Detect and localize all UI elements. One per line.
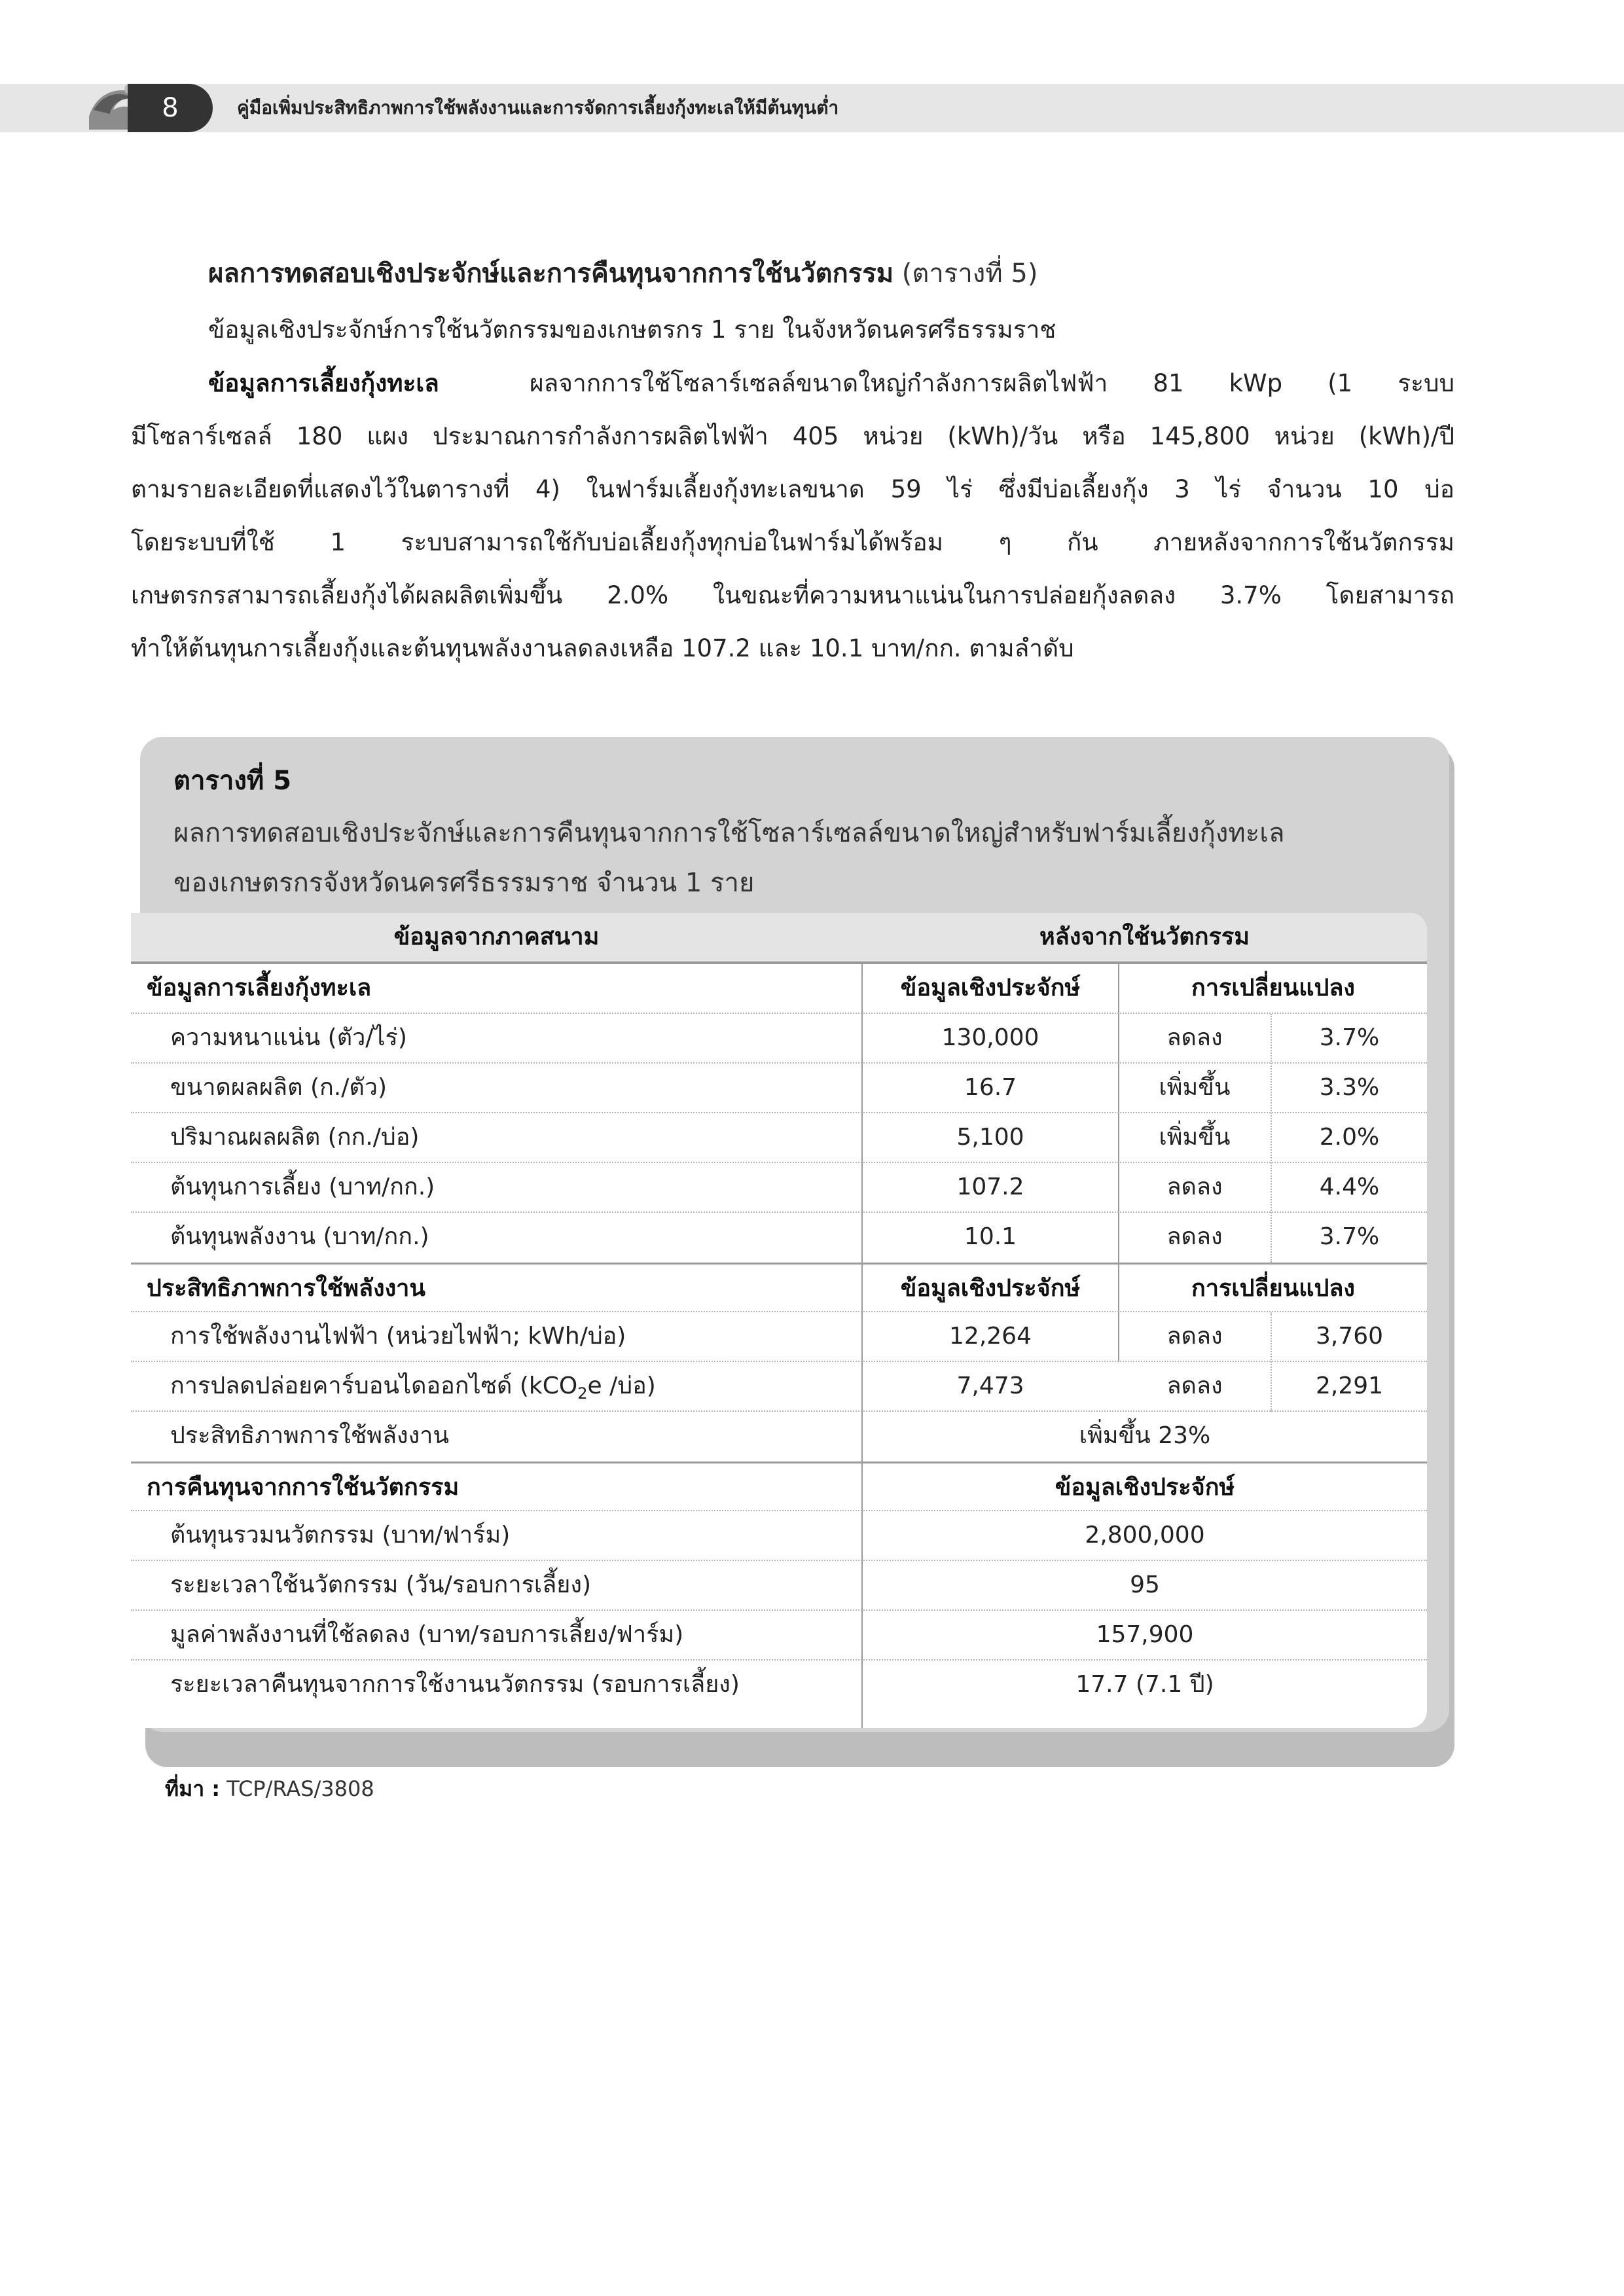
intro-line: ข้อมูลเชิงประจักษ์การใช้นวัตกรรมของเกษตรกร 1 ราย ในจังหวัดนครศรีธรรมราช (208, 315, 1056, 344)
row-label: ต้นทุนพลังงาน (บาท/กก.) (170, 1223, 429, 1250)
row-amount: 2,291 (1315, 1372, 1384, 1399)
row-value: 157,900 (1096, 1621, 1194, 1648)
row-label: ต้นทุนรวมนวัตกรรม (บาท/ฟาร์ม) (170, 1522, 511, 1549)
col-change: การเปลี่ยนแปลง (1191, 1275, 1355, 1302)
paragraph-line-4: โดยระบบที่ใช้ 1 ระบบสามารถใช้กับบ่อเลี้ยงกุ้งทุกบ่อในฟาร์มได้พร้อม ๆ กัน ภายหลังจากการใช้นวัตกรรม (131, 528, 1454, 556)
table-row (131, 1312, 1427, 1362)
row-percent: 2.0% (1319, 1124, 1380, 1151)
source-note (165, 1772, 374, 1806)
table-caption-line-1: ผลการทดสอบเชิงประจักษ์และการคืนทุนจากการใช้โซลาร์เซลล์ขนาดใหญ่สำหรับฟาร์มเลี้ยงกุ้งทะเล (173, 818, 1285, 848)
row-direction: ลดลง (1166, 1372, 1223, 1399)
row-value: 7,473 (956, 1372, 1024, 1399)
row-direction: ลดลง (1166, 1174, 1223, 1200)
row-value: 130,000 (941, 1024, 1039, 1051)
row-label: มูลค่าพลังงานที่ใช้ลดลง (บาท/รอบการเลี้ยง/ฟาร์ม) (170, 1621, 684, 1648)
row-label-co2 (170, 1362, 656, 1410)
row-label: ความหนาแน่น (ตัว/ไร่) (170, 1024, 407, 1051)
row-value: 95 (1130, 1571, 1160, 1598)
paragraph-line-2: มีโซลาร์เซลล์ 180 แผง ประมาณการกำลังการผลิตไฟฟ้า 405 หน่วย (kWh)/วัน หรือ 145,800 หน่วย (kWh)/ปี (131, 422, 1454, 450)
table-header (131, 913, 1427, 964)
section-title-shrimp: ข้อมูลการเลี้ยงกุ้งทะเล (147, 975, 372, 1001)
running-title: คู่มือเพิ่มประสิทธิภาพการใช้พลังงานและการจัดการเลี้ยงกุ้งทะเลให้มีต้นทุนต่ำ (237, 97, 839, 118)
row-label: ระยะเวลาใช้นวัตกรรม (วัน/รอบการเลี้ยง) (170, 1571, 591, 1598)
row-value: 10.1 (964, 1223, 1017, 1250)
row-percent: 3.7% (1319, 1223, 1380, 1250)
co2-label-post: e /บ่อ) (587, 1372, 656, 1399)
row-label: ขนาดผลผลิต (ก./ตัว) (170, 1074, 387, 1101)
table-row (131, 1113, 1427, 1163)
section-title-payback: การคืนทุนจากการใช้นวัตกรรม (147, 1474, 460, 1501)
table-caption-line-2: ของเกษตรกรจังหวัดนครศรีธรรมราช จำนวน 1 ราย (173, 868, 755, 898)
row-label: ต้นทุนการเลี้ยง (บาท/กก.) (170, 1174, 435, 1200)
row-direction: ลดลง (1166, 1223, 1223, 1250)
table-row (131, 1511, 1427, 1561)
row-direction: เพิ่มขึ้น (1159, 1074, 1231, 1101)
table-row (131, 1561, 1427, 1611)
source-value: TCP/RAS/3808 (226, 1776, 374, 1801)
source-label: ที่มา : (165, 1776, 221, 1801)
row-label: ปริมาณผลผลิต (กก./บ่อ) (170, 1124, 420, 1151)
row-value: 5,100 (956, 1124, 1024, 1151)
row-direction: เพิ่มขึ้น (1159, 1124, 1231, 1151)
col-empirical: ข้อมูลเชิงประจักษ์ (900, 1275, 1081, 1302)
table-row (131, 1064, 1427, 1113)
row-direction: ลดลง (1166, 1323, 1223, 1350)
section-title-ref: (ตารางที่ 5) (901, 259, 1038, 289)
row-label: ประสิทธิภาพการใช้พลังงาน (170, 1422, 450, 1449)
row-value: เพิ่มขึ้น 23% (1079, 1422, 1211, 1449)
co2-subscript: 2 (577, 1384, 588, 1403)
co2-label-pre: การปลดปล่อยคาร์บอนไดออกไซด์ (kCO (170, 1372, 578, 1399)
table-row (131, 1213, 1427, 1263)
row-percent: 3.7% (1319, 1024, 1380, 1051)
data-table (131, 913, 1427, 1728)
row-percent: 3.3% (1319, 1074, 1380, 1101)
table-number: ตารางที่ 5 (173, 766, 292, 796)
section-title-text: ผลการทดสอบเชิงประจักษ์และการคืนทุนจากการใช้นวัตกรรม (208, 259, 894, 289)
section-title-energy: ประสิทธิภาพการใช้พลังงาน (147, 1275, 426, 1302)
table-row (131, 1163, 1427, 1213)
table-row (131, 1014, 1427, 1064)
section-title (208, 252, 1038, 294)
paragraph-line-1-text: ผลจากการใช้โซลาร์เซลล์ขนาดใหญ่กำลังการผลิตไฟฟ้า 81 kWp (1 ระบบ (529, 369, 1454, 397)
paragraph-line-1 (208, 368, 1454, 399)
table-row (131, 1412, 1427, 1462)
section-row-shrimp (131, 964, 1427, 1014)
paragraph-line-6: ทำให้ต้นทุนการเลี้ยงกุ้งและต้นทุนพลังงานลดลงเหลือ 107.2 และ 10.1 บาท/กก. ตามลำดับ (131, 634, 1074, 662)
paragraph-line-3: ตามรายละเอียดที่แสดงไว้ในตารางที่ 4) ในฟาร์มเลี้ยงกุ้งทะเลขนาด 59 ไร่ ซึ่งมีบ่อเลี้ยงกุ้ง 3 ไร่ จำนวน 10 บ่อ (131, 475, 1454, 503)
table-row (131, 1611, 1427, 1660)
row-direction: ลดลง (1166, 1024, 1223, 1051)
col-change: การเปลี่ยนแปลง (1191, 975, 1355, 1001)
header-field-data: ข้อมูลจากภาคสนาม (393, 924, 600, 950)
col-empirical: ข้อมูลเชิงประจักษ์ (900, 975, 1081, 1001)
row-value: 12,264 (949, 1323, 1032, 1350)
paragraph-line-5: เกษตรกรสามารถเลี้ยงกุ้งได้ผลผลิตเพิ่มขึ้น 2.0% ในขณะที่ความหนาแน่นในการปล่อยกุ้งลดลง 3.7% โดยสามารถ (131, 581, 1454, 609)
section-row-energy (131, 1263, 1427, 1312)
row-value: 107.2 (956, 1174, 1024, 1200)
section-row-payback (131, 1462, 1427, 1511)
row-amount: 3,760 (1315, 1323, 1384, 1350)
table-row (131, 1362, 1427, 1412)
row-value: 17.7 (7.1 ปี) (1075, 1671, 1214, 1698)
paragraph-label: ข้อมูลการเลี้ยงกุ้งทะเล (208, 369, 439, 397)
page-number: 8 (128, 84, 213, 132)
header-after-innovation: หลังจากใช้นวัตกรรม (1039, 924, 1250, 950)
row-value: 2,800,000 (1085, 1522, 1205, 1549)
row-label: การใช้พลังงานไฟฟ้า (หน่วยไฟฟ้า; kWh/บ่อ) (170, 1323, 626, 1350)
col-empirical: ข้อมูลเชิงประจักษ์ (1055, 1474, 1235, 1501)
table-row (131, 1660, 1427, 1710)
row-label: ระยะเวลาคืนทุนจากการใช้งานนวัตกรรม (รอบการเลี้ยง) (170, 1671, 740, 1698)
row-value: 16.7 (964, 1074, 1017, 1101)
row-percent: 4.4% (1319, 1174, 1380, 1200)
